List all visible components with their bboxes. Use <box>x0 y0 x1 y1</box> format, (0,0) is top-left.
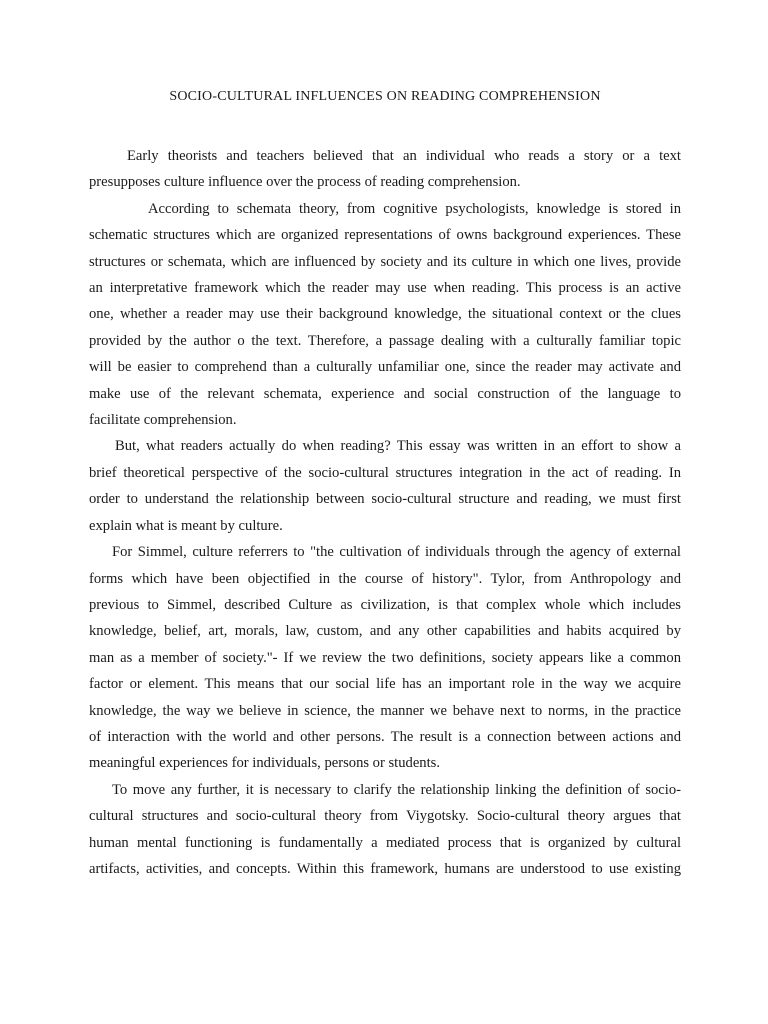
paragraph-2-line-6: provided by the author o the text. Therefore, a passage dealing with a culturally familiar topic <box>89 332 681 349</box>
paragraph-1 <box>89 143 681 196</box>
paragraph-2-line-4: an interpretative framework which the reader may use when reading. This process is an active <box>89 280 681 297</box>
paragraph-4-line-5: man as a member of society."- If we review the two definitions, society appears like a common <box>89 649 681 666</box>
paragraph-2-line-3: structures or schemata, which are influenced by society and its culture in which one lives, provide <box>89 253 681 270</box>
paragraph-5 <box>89 777 681 883</box>
paragraph-3-line-1: But, what readers actually do when reading? This essay was written in an effort to show a <box>115 438 681 455</box>
paragraph-5-line-2: cultural structures and socio-cultural theory from Viygotsky. Socio-cultural theory argues that <box>89 808 681 825</box>
paragraph-2 <box>89 196 681 434</box>
paragraph-3-line-3: order to understand the relationship between socio-cultural structure and reading, we must first <box>89 491 681 508</box>
paragraph-4-line-8: of interaction with the world and other persons. The result is a connection between actions and <box>89 728 681 745</box>
paragraph-5-line-4: artifacts, activities, and concepts. Within this framework, humans are understood to use existing <box>89 860 681 877</box>
paragraph-2-line-2: schematic structures which are organized representations of owns background experiences. These <box>89 227 681 244</box>
paragraph-3-line-4: explain what is meant by culture. <box>89 517 283 534</box>
paragraph-3 <box>89 433 681 539</box>
paragraph-4-line-7: knowledge, the way we believe in science, the manner we behave next to norms, in the practice <box>89 702 681 719</box>
paragraph-4-line-9: meaningful experiences for individuals, persons or students. <box>89 755 440 772</box>
paragraph-2-line-1: According to schemata theory, from cognitive psychologists, knowledge is stored in <box>148 200 681 217</box>
paragraph-2-line-7: will be easier to comprehend than a culturally unfamiliar one, since the reader may activate and <box>89 359 681 376</box>
paragraph-4-line-4: knowledge, belief, art, morals, law, custom, and any other capabilities and habits acquired by <box>89 623 681 640</box>
document-page <box>89 88 681 882</box>
paragraph-4-line-2: forms which have been objectified in the course of history". Tylor, from Anthropology and <box>89 570 681 587</box>
paragraph-1-line-2: presupposes culture influence over the process of reading comprehension. <box>89 174 521 191</box>
paragraph-5-line-1: To move any further, it is necessary to clarify the relationship linking the definition of socio- <box>112 781 681 798</box>
paragraph-4-line-3: previous to Simmel, described Culture as civilization, is that complex whole which includes <box>89 596 681 613</box>
document-title: SOCIO-CULTURAL INFLUENCES ON READING COMPREHENSION <box>169 89 601 104</box>
paragraph-5-line-3: human mental functioning is fundamentally a mediated process that is organized by cultural <box>89 834 681 851</box>
paragraph-2-line-5: one, whether a reader may use their background knowledge, the situational context or the clues <box>89 306 681 323</box>
paragraph-1-line-1: Early theorists and teachers believed that an individual who reads a story or a text <box>127 148 681 164</box>
paragraph-2-line-9: facilitate comprehension. <box>89 412 237 429</box>
paragraph-4-line-6: factor or element. This means that our social life has an important role in the way we acquire <box>89 676 681 693</box>
paragraph-4-line-1: For Simmel, culture referrers to "the cultivation of individuals through the agency of external <box>112 544 681 561</box>
paragraph-3-line-2: brief theoretical perspective of the socio-cultural structures integration in the act of reading. In <box>89 464 681 481</box>
paragraph-4 <box>89 539 681 777</box>
paragraph-2-line-8: make use of the relevant schemata, experience and social construction of the language to <box>89 385 681 402</box>
